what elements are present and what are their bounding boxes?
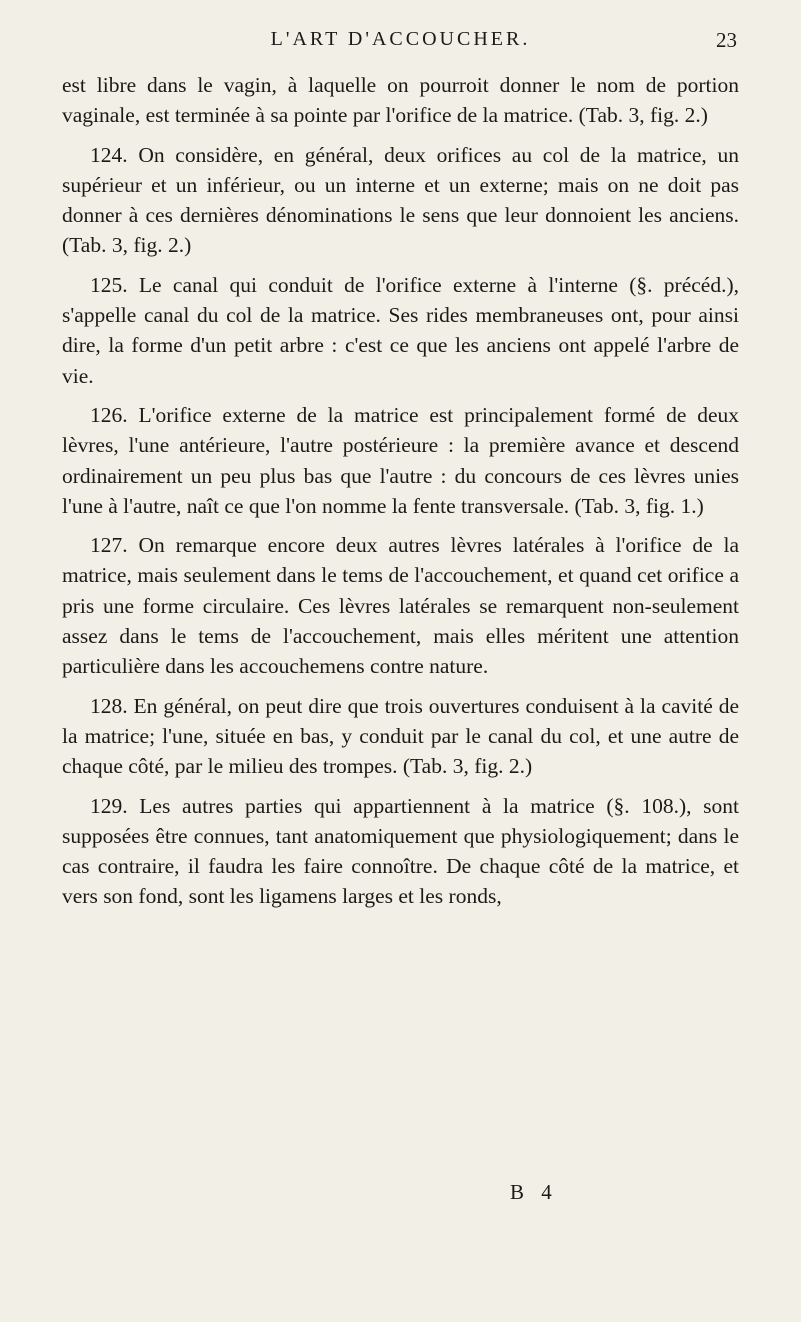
paragraph-127: 127. On remarque encore deux autres lèvres latérales à l'orifice de la matrice, mais seulement dans le tems de l'accouchement, et quand cet orifice a pris une forme circulaire. Ces lèvres latérales se remarquent non-seulement assez dans le tems de l'accouchement, mais elles méritent une attention particulière dans les accouchemens contre nature.: [62, 533, 739, 679]
paragraph-126: 126. L'orifice externe de la matrice est principalement formé de deux lèvres, l'une antérieure, l'autre postérieure : la première avance et descend ordinairement un peu plus bas que l'autre : du concours de ces lèvres unies l'une à l'autre, naît ce que l'on nomme la fente transversale. (Tab. 3, fig. 1.): [62, 402, 739, 518]
running-title: L'ART D'ACCOUCHER.: [270, 28, 531, 50]
paragraph-129: 129. Les autres parties qui appartiennent à la matrice (§. 108.), sont supposées être connues, tant anatomiquement que physiologiquement; dans le cas contraire, il faudra les faire connoître. De chaque côté de la matrice, et vers son fond, sont les ligamens larges et les ronds,: [62, 793, 739, 909]
paragraph-128: 128. En général, on peut dire que trois ouvertures conduisent à la cavité de la matrice; l'une, située en bas, y conduit par le canal du col, et une autre de chaque côté, par le milieu des trompes. (Tab. 3, fig. 2.): [62, 693, 739, 779]
page-number: 23: [716, 28, 737, 52]
body-text: [62, 70, 739, 912]
paragraph-124: 124. On considère, en général, deux orifices au col de la matrice, un supérieur et un inférieur, ou un interne et un externe; mais on ne doit pas donner à ces dernières dénominations le sens que leur donnoient les anciens. (Tab. 3, fig. 2.): [62, 142, 739, 258]
paragraph-continued: est libre dans le vagin, à laquelle on pourroit donner le nom de portion vaginale, est terminée à sa pointe par l'orifice de la matrice. (Tab. 3, fig. 2.): [62, 73, 739, 128]
paragraph-125: 125. Le canal qui conduit de l'orifice externe à l'interne (§. précéd.), s'appelle canal du col de la matrice. Ses rides membraneuses ont, pour ainsi dire, la forme d'un petit arbre : c'est ce que les anciens ont appelé l'arbre de vie.: [62, 272, 739, 388]
running-head: [0, 28, 801, 62]
signature-mark: B 4: [510, 1180, 558, 1204]
